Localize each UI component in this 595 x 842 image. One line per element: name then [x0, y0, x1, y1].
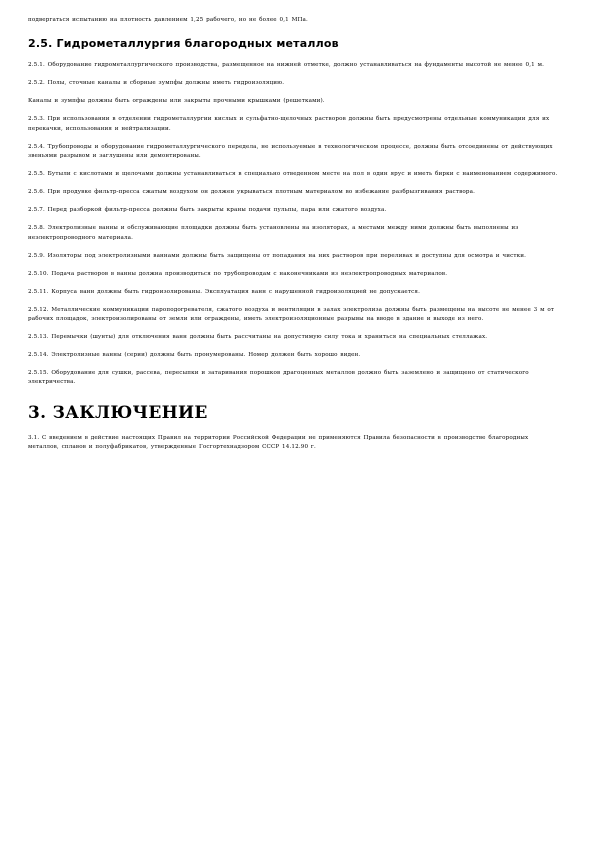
paragraph-2-5-11: 2.5.11. Корпуса ванн должны быть гидроизолированы. Эксплуатация ванн с нарушенной гидроизоляцией не допускается. — [28, 288, 421, 295]
section-3-heading: 3. ЗАКЛЮЧЕНИЕ — [28, 402, 208, 423]
paragraph-2-5-2: 2.5.2. Полы, сточные каналы и сборные зумпфы должны иметь гидроизоляцию. — [28, 80, 285, 87]
paragraph-2-5-2-cont: Каналы и зумпфы должны быть ограждены или закрыты прочными крышками (решетками). — [28, 98, 325, 105]
paragraph-2-5-1: 2.5.1. Оборудование гидрометаллургического производства, размещенное на нижней отметке, должно устанавливаться на фундаменты высотой не менее 0,1 м. — [28, 62, 544, 69]
paragraph-2-5-15: 2.5.15. Оборудование для сушки, рассева, пересыпки и затаривания порошков драгоценных металлов должно быть заземлено и защищено от статического электричества. — [28, 370, 529, 386]
paragraph-2-5-4: 2.5.4. Трубопроводы и оборудование гидрометаллургического передела, не используемые в технологическом процессе, должны быть отсоединены от действующих звеньями разрывом и заглушены или демонтированы. — [28, 143, 553, 160]
paragraph-2-5-7: 2.5.7. Перед разборкой фильтр-пресса должны быть закрыты краны подачи пульпы, пара или сжатого воздуха. — [28, 207, 387, 214]
paragraph-3-1: 3.1. С введением в действие настоящих Правил на территории Российской Федерации не применяются Правила безопасности в производстве благородных металлов, сплавов и полуфабрикатов, утвержденные Госгортехнадзором СССР 14.12.90 г. — [28, 434, 529, 451]
paragraph-2-5-10: 2.5.10. Подача растворов в ванны должна производиться по трубопроводам с наконечниками из неэлектропроводных материалов. — [28, 270, 448, 277]
paragraph-2-5-12: 2.5.12. Металлические коммуникации пароподогревателя, сжатого воздуха и вентиляции в залах электролиза должны быть размещены на высоте не менее 3 м от рабочих площадок, электроизолированы от земли или ограждены, иметь электроизоляционные разрывы на вводе в здание и выходе из него. — [28, 306, 555, 323]
paragraph-2-5-5: 2.5.5. Бутыли с кислотами и щелочами должны устанавливаться в специально отведенном месте на пол в один ярус и иметь бирки с наименованием содержимого. — [28, 171, 558, 178]
paragraph-2-5-6: 2.5.6. При продувке фильтр-пресса сжатым воздухом он должен укрываться плотным материалом во избежание разбрызгивания раствора. — [28, 189, 476, 196]
paragraph-2-5-8: 2.5.8. Электролизные ванны и обслуживающие площадки должны быть установлены на изоляторах, а местами между ними должны быть выполнены из неэлектропроводного материала. — [28, 225, 519, 241]
paragraph-2-5-13: 2.5.13. Перемычки (шунты) для отключения ванн должны быть рассчитаны на допустимую силу тока и храниться на специальных стеллажах. — [28, 334, 488, 341]
paragraph-2-5-9: 2.5.9. Изоляторы под электролизными ваннами должны быть защищены от попадания на них растворов при переливах и доступны для осмотра и чистки. — [28, 252, 527, 259]
intro-paragraph: подвергаться испытанию на плотность давлением 1,25 рабочего, но не более 0,1 МПа. — [28, 17, 308, 23]
document-page — [28, 16, 560, 461]
paragraph-2-5-14: 2.5.14. Электролизные ванны (серии) должны быть пронумерованы. Номер должен быть хорошо виден. — [28, 352, 361, 359]
section-2-5-heading: 2.5. Гидрометаллургия благородных металлов — [28, 37, 339, 51]
paragraph-2-5-3: 2.5.3. При использовании в отделении гидрометаллургии кислых и сульфатно-щелочных растворов должны быть предусмотрены отдельные коммуникации для их перекачки, использования и нейтрализации. — [28, 116, 550, 132]
